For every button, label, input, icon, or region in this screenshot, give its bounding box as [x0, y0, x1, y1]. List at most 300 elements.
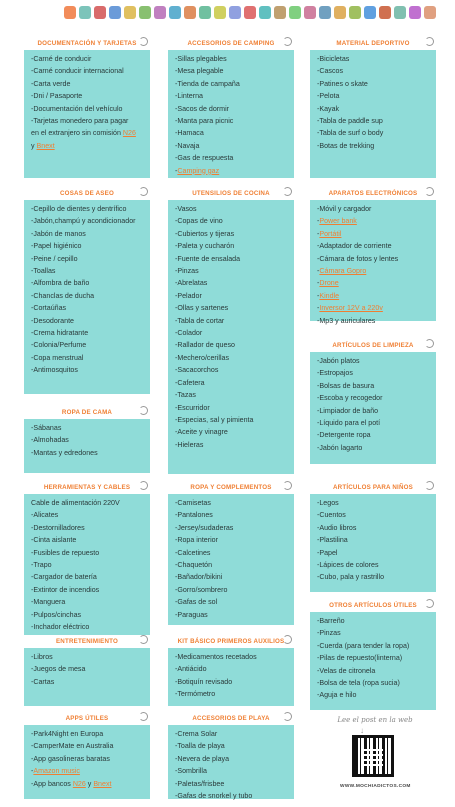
- section-list-box: [24, 494, 150, 635]
- list-item: [317, 547, 430, 559]
- item-link[interactable]: N26: [72, 779, 86, 788]
- item-text: -Bolsa de tela (ropa sucia): [317, 679, 400, 688]
- list-item: [175, 728, 288, 740]
- list-item: [31, 253, 144, 265]
- item-text: -Sábanas: [31, 424, 62, 432]
- camera-icon: [94, 6, 106, 19]
- section-title: [168, 480, 294, 494]
- caravan-icon: [64, 6, 76, 19]
- list-item: [175, 302, 288, 314]
- section-title: [310, 36, 436, 50]
- list-item: [175, 65, 288, 77]
- list-item: [317, 240, 430, 252]
- item-text: -Especias, sal y pimienta: [175, 415, 254, 424]
- item-text: -Carné conducir internacional: [31, 67, 124, 76]
- item-text: -Mechero/cerillas: [175, 353, 230, 362]
- item-text: -Detergente ropa: [317, 431, 371, 440]
- list-item: [31, 522, 144, 534]
- paperclip-icon: [283, 635, 292, 644]
- item-text: -Cargador de batería: [31, 573, 97, 582]
- list-item: [31, 352, 144, 364]
- list-item: [317, 228, 430, 240]
- list-item: [175, 352, 288, 364]
- section-dep: [310, 36, 436, 178]
- item-text: -Sacos de dormir: [175, 104, 230, 113]
- item-text: -Ropa interior: [175, 536, 218, 545]
- list-item: [175, 115, 288, 127]
- item-text: -Mantas y edredones: [31, 448, 98, 457]
- item-text: -Pelota: [317, 92, 340, 101]
- list-item: [31, 302, 144, 314]
- paperclip-icon: [139, 37, 148, 46]
- list-item: [175, 240, 288, 252]
- section-list-box: [310, 352, 436, 464]
- item-text: -Bañador/bikini: [175, 573, 223, 582]
- section-list-box: [310, 50, 436, 178]
- header-icon-row: [64, 3, 436, 21]
- item-text: -Barreño: [317, 617, 345, 625]
- item-text: -: [31, 767, 34, 776]
- list-item: [317, 103, 430, 115]
- tent-icon: [124, 6, 136, 19]
- item-text: -Gafas de snorkel y tubo: [175, 792, 253, 801]
- item-text: -Cartas: [31, 677, 55, 686]
- list-item: [31, 364, 144, 376]
- list-item: [175, 765, 288, 777]
- list-item: [317, 615, 430, 627]
- item-text: -Pinzas: [175, 267, 199, 276]
- section-list-box: [24, 725, 150, 799]
- section-list-box: [168, 200, 294, 474]
- item-text: -Fusibles de repuesto: [31, 548, 100, 557]
- item-text: -Audio libros: [317, 523, 357, 532]
- section-title-text: APARATOS ELECTRÓNICOS: [328, 189, 418, 197]
- sunglasses-icon: [214, 6, 226, 19]
- section-camp: [168, 36, 294, 178]
- section-playa: [168, 711, 294, 799]
- item-link[interactable]: N26: [122, 129, 136, 138]
- list-item: [317, 315, 430, 327]
- list-item: [31, 447, 144, 459]
- section-title: [24, 36, 150, 50]
- list-item: [317, 509, 430, 521]
- item-text: -Navaja: [175, 141, 200, 150]
- section-list-box: [168, 50, 294, 178]
- item-text: -Dni / Pasaporte: [31, 92, 83, 101]
- website-url[interactable]: WWW.MOCHIADICTOS.COM: [340, 784, 411, 789]
- list-item: [175, 497, 288, 509]
- item-text: -Alicates: [31, 511, 59, 520]
- list-item: [317, 417, 430, 429]
- section-title: [310, 598, 436, 612]
- list-item: [175, 327, 288, 339]
- paperclip-icon: [283, 187, 292, 196]
- list-item: [31, 663, 144, 675]
- item-text: Cable de alimentación 220V: [31, 499, 120, 507]
- read-post-text: Lee el post en la web: [337, 716, 413, 724]
- list-item: [175, 790, 288, 802]
- section-title-text: ROPA DE CAMA: [61, 408, 113, 416]
- item-text: -Botas de trekking: [317, 141, 375, 150]
- list-item: [175, 596, 288, 608]
- section-title-text: ARTÍCULOS DE LIMPIEZA: [332, 341, 414, 349]
- list-item: [175, 439, 288, 451]
- section-coc: [168, 186, 294, 474]
- item-text: -Cámara de fotos y lentes: [317, 254, 399, 263]
- item-text: -Copas de vino: [175, 217, 223, 226]
- list-item: [317, 115, 430, 127]
- list-item: [31, 422, 144, 434]
- item-text: -Bolsas de basura: [317, 381, 375, 390]
- item-text: -Jabón,champú y acondicionador: [31, 217, 136, 226]
- item-link[interactable]: Amazon music: [33, 767, 80, 776]
- list-item: [317, 571, 430, 583]
- item-text: -Trapo: [31, 561, 52, 570]
- list-item: [31, 765, 144, 777]
- item-text: -Libros: [31, 653, 53, 661]
- item-text: -Inchador eléctrico: [31, 623, 90, 632]
- backpack-icon: [139, 6, 151, 19]
- list-item: [31, 315, 144, 327]
- section-title-text: ACCESORIOS DE CAMPING: [187, 39, 275, 47]
- list-item: [175, 265, 288, 277]
- item-text: -Vasos: [175, 205, 197, 213]
- section-ninos: [310, 480, 436, 592]
- list-item: [31, 240, 144, 252]
- list-item: [317, 253, 430, 265]
- list-item: [175, 165, 288, 177]
- item-text: -Limpiador de baño: [317, 406, 379, 415]
- section-title-text: DOCUMENTACIÓN Y TARJETAS: [37, 39, 137, 47]
- palm-icon: [394, 6, 406, 19]
- list-item: [175, 290, 288, 302]
- item-text: -Jabón platos: [317, 357, 360, 365]
- list-item: [175, 559, 288, 571]
- item-text: -Gafas de sol: [175, 598, 218, 607]
- item-text: -Cascos: [317, 67, 344, 76]
- list-item: [317, 65, 430, 77]
- list-item: [175, 584, 288, 596]
- item-text: -Mp3 y auriculares: [317, 316, 376, 325]
- item-text: -Plastilina: [317, 536, 348, 545]
- list-item: [175, 90, 288, 102]
- list-item: [175, 651, 288, 663]
- item-link[interactable]: Camping gaz: [177, 166, 220, 175]
- section-title-text: UTENSILIOS DE COCINA: [192, 189, 270, 197]
- list-item: [31, 676, 144, 688]
- item-text: -: [317, 217, 320, 226]
- item-link[interactable]: Portátil: [319, 229, 342, 238]
- list-item: [175, 740, 288, 752]
- item-text: -Móvil y cargador: [317, 205, 372, 213]
- item-text: -Lápices de colores: [317, 561, 379, 570]
- section-apps: [24, 711, 150, 799]
- van-icon: [364, 6, 376, 19]
- item-text: -Manta para picnic: [175, 117, 234, 126]
- item-link[interactable]: Cámara Gopro: [319, 267, 367, 276]
- section-title: [310, 480, 436, 494]
- item-text: -Jersey/sudaderas: [175, 523, 234, 532]
- list-item: [317, 559, 430, 571]
- item-text: -Ollas y sartenes: [175, 304, 229, 313]
- list-item: [175, 377, 288, 389]
- item-text: -Toallas: [31, 267, 56, 276]
- item-text: -Líquido para el potí: [317, 419, 381, 428]
- bus-icon: [244, 6, 256, 19]
- item-text: -Cubo, pala y rastrillo: [317, 573, 385, 582]
- list-item: [317, 127, 430, 139]
- list-item: [175, 78, 288, 90]
- list-item: [317, 380, 430, 392]
- list-item: [175, 152, 288, 164]
- section-aseo: [24, 186, 150, 394]
- section-title: [168, 634, 294, 648]
- paperclip-icon: [283, 712, 292, 721]
- item-text: -Alfombra de baño: [31, 279, 90, 288]
- item-text: -Camisetas: [175, 499, 211, 507]
- item-text: -Mesa plegable: [175, 67, 224, 76]
- item-text: -Termómetro: [175, 690, 216, 699]
- paperclip-icon: [139, 187, 148, 196]
- item-link[interactable]: Power bank: [319, 217, 357, 226]
- item-text: -Carta verde: [31, 79, 71, 88]
- item-text: en el extranjero sin comisión: [31, 129, 123, 138]
- list-item: [175, 509, 288, 521]
- section-title: [310, 186, 436, 200]
- item-text: -Carné de conducir: [31, 55, 92, 63]
- item-text: -Tarjetas monedero para pagar: [31, 117, 129, 126]
- item-text: -Aceite y vinagre: [175, 428, 228, 437]
- section-title-text: OTROS ARTÍCULOS ÚTILES: [329, 601, 417, 609]
- item-text: -Rallador de queso: [175, 341, 235, 350]
- list-item: [317, 90, 430, 102]
- item-text: -Tabla de cortar: [175, 316, 225, 325]
- list-item: [317, 665, 430, 677]
- ticket-icon: [409, 6, 421, 19]
- list-item: [175, 778, 288, 790]
- item-text: -Abrelatas: [175, 279, 208, 288]
- item-text: -Tabla de surf o body: [317, 129, 384, 138]
- item-text: -Patines o skate: [317, 79, 368, 88]
- list-item: [175, 140, 288, 152]
- item-text: -Bicicletas: [317, 55, 350, 63]
- item-text: -Paleta y cucharón: [175, 242, 235, 251]
- list-item: [31, 103, 144, 115]
- list-item: [31, 277, 144, 289]
- item-text: y: [31, 141, 37, 150]
- section-title-text: KIT BÁSICO PRIMEROS AUXILIOS: [177, 637, 285, 645]
- section-ent: [24, 634, 150, 706]
- item-link[interactable]: Bnext: [93, 779, 112, 788]
- item-link[interactable]: Inversor 12V a 220v: [319, 304, 383, 313]
- paperclip-icon: [283, 481, 292, 490]
- item-text: -Escurridor: [175, 403, 210, 412]
- list-item: [317, 265, 430, 277]
- item-text: -Destornilladores: [31, 523, 85, 532]
- section-title: [168, 36, 294, 50]
- item-text: -Velas de citronela: [317, 666, 376, 675]
- item-text: -: [317, 229, 320, 238]
- list-item: [31, 339, 144, 351]
- item-text: -Chanclas de ducha: [31, 291, 95, 300]
- list-item: [175, 315, 288, 327]
- section-herr: [24, 480, 150, 635]
- item-text: -Antiácido: [175, 665, 207, 674]
- list-item: [317, 53, 430, 65]
- list-item: [31, 651, 144, 663]
- item-text: -Chaquetón: [175, 561, 213, 570]
- compass-icon: [169, 6, 181, 19]
- item-text: -Kayak: [317, 104, 340, 113]
- section-title: [168, 186, 294, 200]
- bike-icon: [109, 6, 121, 19]
- list-item: [31, 140, 144, 152]
- item-text: -Tienda de campaña: [175, 79, 240, 88]
- section-limp: [310, 338, 436, 464]
- section-title: [24, 711, 150, 725]
- item-text: -: [317, 291, 320, 300]
- item-text: y: [85, 779, 94, 788]
- hat-icon: [319, 6, 331, 19]
- list-item: [175, 534, 288, 546]
- item-text: -Gas de respuesta: [175, 154, 234, 163]
- item-text: -Juegos de mesa: [31, 665, 86, 674]
- item-text: -Pelador: [175, 291, 202, 300]
- list-item: [175, 203, 288, 215]
- item-text: -Papel: [317, 548, 338, 557]
- paperclip-icon: [425, 187, 434, 196]
- item-text: -Toalla de playa: [175, 742, 225, 751]
- list-item: [317, 140, 430, 152]
- list-item: [31, 115, 144, 127]
- list-item: [31, 265, 144, 277]
- item-text: -Hamaca: [175, 129, 204, 138]
- item-text: -Estropajos: [317, 369, 353, 378]
- item-text: -Paletas/frisbee: [175, 779, 225, 788]
- item-text: -Fuente de ensalada: [175, 254, 241, 263]
- item-text: -Cinta aislante: [31, 536, 77, 545]
- list-item: [31, 571, 144, 583]
- section-title-text: ARTÍCULOS PARA NIÑOS: [333, 483, 413, 491]
- section-title-text: MATERIAL DEPORTIVO: [336, 39, 410, 47]
- item-text: -Almohadas: [31, 436, 69, 445]
- item-text: -: [175, 166, 178, 175]
- paperclip-icon: [425, 37, 434, 46]
- list-item: [31, 753, 144, 765]
- list-item: [317, 78, 430, 90]
- qr-code[interactable]: [352, 735, 394, 777]
- section-list-box: [24, 419, 150, 473]
- item-link[interactable]: Kindle: [319, 291, 340, 300]
- section-title-text: HERRAMIENTAS Y CABLES: [43, 483, 131, 491]
- item-text: -Gorro/sombrero: [175, 585, 228, 594]
- list-item: [175, 103, 288, 115]
- list-item: [175, 364, 288, 376]
- section-list-box: [168, 725, 294, 799]
- item-text: -Park4Night en Europa: [31, 730, 104, 738]
- item-text: -Tazas: [175, 391, 196, 400]
- list-item: [31, 559, 144, 571]
- paperclip-icon: [139, 635, 148, 644]
- paperclip-icon: [425, 339, 434, 348]
- list-item: [175, 53, 288, 65]
- item-link[interactable]: Drone: [319, 279, 339, 288]
- item-text: -Colador: [175, 329, 203, 338]
- section-title-text: APPS ÚTILES: [65, 714, 109, 722]
- kayak-icon: [304, 6, 316, 19]
- list-item: [31, 547, 144, 559]
- item-text: -Sillas plegables: [175, 55, 227, 63]
- section-list-box: [24, 200, 150, 394]
- list-item: [317, 405, 430, 417]
- ship-icon: [274, 6, 286, 19]
- list-item: [317, 522, 430, 534]
- list-item: [317, 429, 430, 441]
- flower-icon: [424, 6, 436, 19]
- item-text: -Pinzas: [317, 629, 341, 638]
- section-title-text: COSAS DE ASEO: [60, 189, 114, 197]
- item-text: -Pantalones: [175, 511, 213, 520]
- camera2-icon: [334, 6, 346, 19]
- list-item: [31, 728, 144, 740]
- section-title: [24, 405, 150, 419]
- list-item: [31, 584, 144, 596]
- item-text: -Linterna: [175, 92, 203, 101]
- item-text: -Tabla de paddle sup: [317, 117, 383, 126]
- item-text: -Sacacorchos: [175, 366, 219, 375]
- item-text: -Crema Solar: [175, 730, 218, 738]
- list-item: [317, 640, 430, 652]
- item-text: -Cuerda (para tender la ropa): [317, 641, 410, 650]
- beach-icon: [79, 6, 91, 19]
- item-text: -Calcetines: [175, 548, 211, 557]
- item-text: -Antimosquitos: [31, 366, 78, 375]
- item-text: -Cepillo de dientes y dentrífico: [31, 205, 127, 213]
- list-item: [31, 90, 144, 102]
- item-text: -Jabón de manos: [31, 229, 86, 238]
- item-text: -Extintor de incendios: [31, 585, 100, 594]
- item-text: -Cuentos: [317, 511, 346, 520]
- item-text: -Documentación del vehículo: [31, 104, 123, 113]
- paperclip-icon: [139, 406, 148, 415]
- list-item: [317, 203, 430, 215]
- section-title: [168, 711, 294, 725]
- item-text: -: [317, 279, 320, 288]
- paperclip-icon: [425, 599, 434, 608]
- list-item: [175, 663, 288, 675]
- list-item: [175, 547, 288, 559]
- list-item: [175, 522, 288, 534]
- list-item: [31, 127, 144, 139]
- item-text: -CamperMate en Australia: [31, 742, 114, 751]
- list-item: [317, 677, 430, 689]
- item-text: -Adaptador de corriente: [317, 242, 392, 251]
- item-link[interactable]: Bnext: [36, 141, 55, 150]
- item-text: -Pilas de repuesto(linterna): [317, 654, 403, 663]
- list-item: [31, 78, 144, 90]
- list-item: [31, 740, 144, 752]
- item-text: -Nevera de playa: [175, 754, 230, 763]
- list-item: [175, 215, 288, 227]
- item-text: -Sombrilla: [175, 767, 207, 776]
- section-ropa: [168, 480, 294, 625]
- list-item: [31, 534, 144, 546]
- list-item: [317, 392, 430, 404]
- item-text: -Crema hidratante: [31, 329, 89, 338]
- paperclip-icon: [139, 712, 148, 721]
- item-text: -Peine / cepillo: [31, 254, 78, 263]
- section-list-box: [168, 494, 294, 625]
